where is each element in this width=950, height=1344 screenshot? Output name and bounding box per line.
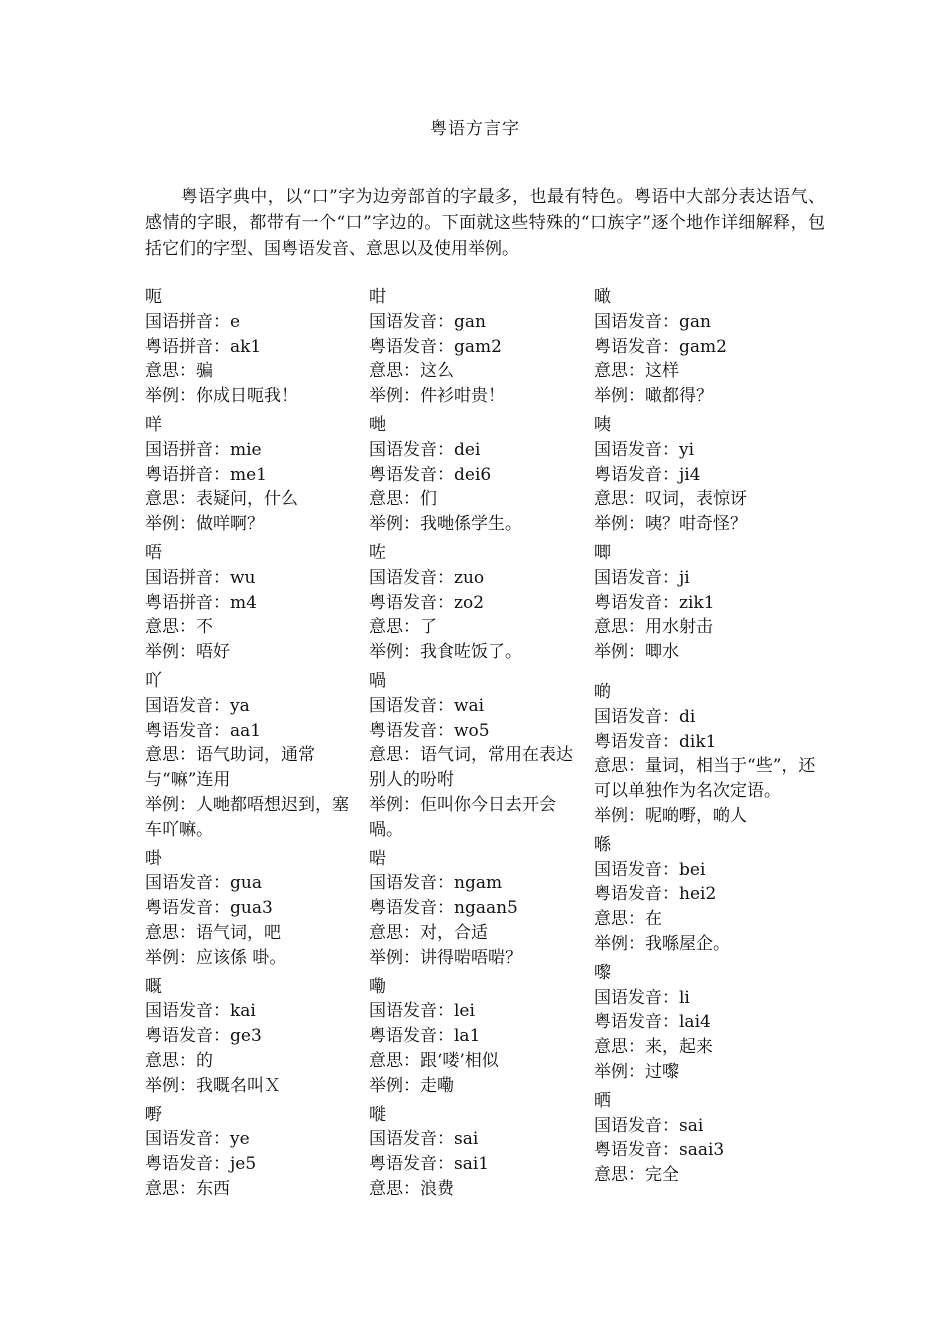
dictionary-entry [594, 1089, 819, 1188]
entry-line: 粤语发音：dei6 [369, 464, 492, 485]
entry-character: 哋 [369, 414, 386, 435]
entry-line: 粤语发音：zo2 [369, 592, 485, 613]
entry-line: 国语发音：gan [594, 311, 711, 332]
intro-paragraph: 粤语字典中，以“口”字为边旁部首的字最多，也最有特色。粤语中大部分表达语气、感情的字眼，都带有一个“口”字边的。下面就这些特殊的“口族字”逐个地作详细解释，包括它们的字型、国粤语发音、意思以及使用举例。 [145, 187, 825, 259]
entry-character: 吖 [145, 670, 162, 691]
dictionary-entry [369, 413, 584, 537]
dictionary-entry [594, 680, 819, 829]
entry-line: 意思：量词，相当于“些”，还可以单独作为名次定语。 [594, 756, 816, 802]
entry-line: 举例：咦？咁奇怪？ [594, 514, 747, 535]
entry-line: 意思：在 [594, 909, 662, 930]
entry-line: 意思：们 [369, 489, 437, 510]
entry-line: 意思：不 [145, 617, 213, 638]
entry-line: 举例：噉都得？ [594, 386, 713, 407]
dictionary-entry [145, 975, 360, 1099]
column-1 [145, 285, 360, 1202]
entry-line: 粤语发音：lai4 [594, 1012, 711, 1033]
entry-character: 嘅 [145, 976, 162, 997]
entry-line: 举例：件衫咁贵！ [369, 386, 505, 407]
entry-line: 举例：我嘅名叫Ｘ [145, 1075, 281, 1096]
entry-line: 举例：应该係 啩。 [145, 947, 287, 968]
entry-line: 意思：的 [145, 1050, 213, 1071]
dictionary-entry [369, 541, 584, 665]
entry-line: 意思：跟‘喽’相似 [369, 1050, 499, 1071]
entry-character: 咗 [369, 542, 386, 563]
entry-character: 呃 [145, 287, 162, 307]
entry-character: 唧 [594, 542, 611, 563]
entry-character: 喺 [594, 834, 611, 855]
entry-line: 意思：语气词，常用在表达别人的吩咐 [369, 745, 573, 791]
dictionary-entry [145, 541, 360, 665]
entry-line: 国语发音：zuo [369, 567, 485, 588]
entry-line: 国语发音：lei [369, 1001, 475, 1022]
entry-character: 啩 [145, 848, 162, 869]
entry-line: 粤语发音：gua3 [145, 898, 273, 919]
entry-character: 唔 [145, 542, 162, 563]
entry-line: 粤语发音：saai3 [594, 1140, 725, 1161]
entry-line: 举例：走嘞 [369, 1075, 454, 1096]
entry-line: 举例：过嚟 [594, 1061, 679, 1082]
dictionary-entry [369, 669, 584, 843]
entry-line: 国语拼音：wu [145, 567, 256, 588]
entry-character: 咁 [369, 287, 386, 307]
dictionary-entry [594, 541, 819, 665]
entry-line: 国语发音：yi [594, 439, 695, 460]
dictionary-entry [369, 285, 584, 409]
entry-line: 粤语发音：la1 [369, 1026, 481, 1047]
entry-character: 啱 [369, 848, 386, 869]
entry-line: 国语拼音：mie [145, 439, 262, 460]
entry-line: 意思：语气助词，通常与“嘛”连用 [145, 745, 315, 791]
entry-line: 国语发音：di [594, 706, 696, 727]
entry-line: 国语发音：ye [145, 1129, 250, 1150]
entry-line: 粤语拼音：ak1 [145, 336, 262, 357]
dictionary-entry [594, 413, 819, 537]
entry-character: 喎 [369, 670, 386, 691]
entry-line: 粤语拼音：me1 [145, 464, 267, 485]
entry-character: 嘞 [369, 976, 386, 997]
entry-line: 国语发音：gan [369, 311, 486, 332]
entry-character: 晒 [594, 1090, 611, 1111]
entry-line: 粤语发音：gam2 [594, 336, 727, 357]
entry-line: 粤语发音：sai1 [369, 1154, 490, 1175]
column-3 [594, 285, 819, 1188]
entry-line: 意思：表疑问，什么 [145, 489, 298, 510]
entry-character: 嘢 [145, 1104, 162, 1125]
dictionary-entry [594, 961, 819, 1085]
entry-line: 举例：我哋係学生。 [369, 514, 522, 535]
entry-line: 国语发音：wai [369, 695, 485, 716]
entry-line: 意思：语气词，吧 [145, 922, 281, 943]
page-title: 粤语方言字 [430, 119, 520, 139]
entry-line: 国语发音：sai [594, 1115, 704, 1136]
entry-line: 举例：讲得啱唔啱？ [369, 947, 522, 968]
entry-line: 国语发音：ngam [369, 873, 503, 894]
entry-line: 粤语发音：je5 [145, 1154, 257, 1175]
entry-line: 国语拼音：e [145, 311, 241, 332]
entry-line: 意思：完全 [594, 1165, 679, 1186]
entry-line: 粤语发音：zik1 [594, 592, 715, 613]
entry-line: 国语发音：dei [369, 439, 481, 460]
entry-character: 噉 [594, 287, 611, 307]
entry-line: 粤语发音：aa1 [145, 720, 262, 741]
entry-line: 意思：骗 [145, 361, 213, 382]
entry-line: 意思：这样 [594, 361, 679, 382]
column-2 [369, 285, 584, 1202]
entry-line: 意思：叹词，表惊讶 [594, 489, 747, 510]
entry-character: 嚟 [594, 962, 611, 983]
entry-line: 意思：这么 [369, 361, 454, 382]
dictionary-entry [594, 833, 819, 957]
entry-character: 啲 [594, 681, 611, 702]
entry-character: 咦 [594, 414, 611, 435]
dictionary-entry [145, 285, 360, 409]
dictionary-entry [369, 847, 584, 971]
entry-line: 粤语发音：hei2 [594, 884, 717, 905]
entry-line: 意思：对，合适 [369, 922, 488, 943]
intro-paragraph-container [145, 184, 825, 262]
entry-line: 国语发音：li [594, 987, 690, 1008]
entry-line: 举例：佢叫你今日去开会喎。 [369, 794, 556, 840]
entry-line: 举例：做咩啊？ [145, 514, 264, 535]
entry-line: 粤语发音：ngaan5 [369, 898, 518, 919]
entry-line: 粤语发音：ji4 [594, 464, 701, 485]
entry-line: 粤语拼音：m4 [145, 592, 257, 613]
dictionary-entry [594, 285, 819, 409]
entry-line: 举例：唔好 [145, 642, 230, 663]
entry-line: 举例：人哋都唔想迟到，塞车吖嘛。 [145, 794, 349, 840]
dictionary-entry [369, 1103, 584, 1202]
entry-character: 嘥 [369, 1104, 386, 1125]
dictionary-entry [145, 413, 360, 537]
entry-line: 国语发音：gua [145, 873, 262, 894]
dictionary-entry [145, 847, 360, 971]
dictionary-entry [145, 1103, 360, 1202]
entry-line: 国语发音：ya [145, 695, 250, 716]
entry-line: 粤语发音：gam2 [369, 336, 502, 357]
entry-line: 国语发音：ji [594, 567, 690, 588]
entry-line: 国语发音：sai [369, 1129, 479, 1150]
entry-line: 意思：了 [369, 617, 437, 638]
entry-line: 粤语发音：wo5 [369, 720, 490, 741]
entry-line: 国语发音：kai [145, 1001, 256, 1022]
entry-line: 举例：唧水 [594, 642, 679, 663]
entry-line: 举例：我食咗饭了。 [369, 642, 522, 663]
entry-line: 意思：用水射击 [594, 617, 713, 638]
entry-line: 举例：呢啲嘢，啲人 [594, 805, 747, 826]
entry-line: 粤语发音：dik1 [594, 731, 717, 752]
entry-line: 举例：你成日呃我！ [145, 386, 298, 407]
entry-line: 国语发音：bei [594, 859, 706, 880]
entry-line: 意思：浪费 [369, 1178, 454, 1199]
dictionary-entry [145, 669, 360, 843]
entry-line: 意思：东西 [145, 1178, 230, 1199]
entry-line: 意思：来，起来 [594, 1037, 713, 1058]
entry-line: 举例：我喺屋企。 [594, 933, 730, 954]
entry-character: 咩 [145, 414, 162, 435]
dictionary-entry [369, 975, 584, 1099]
entry-line: 粤语发音：ge3 [145, 1026, 262, 1047]
